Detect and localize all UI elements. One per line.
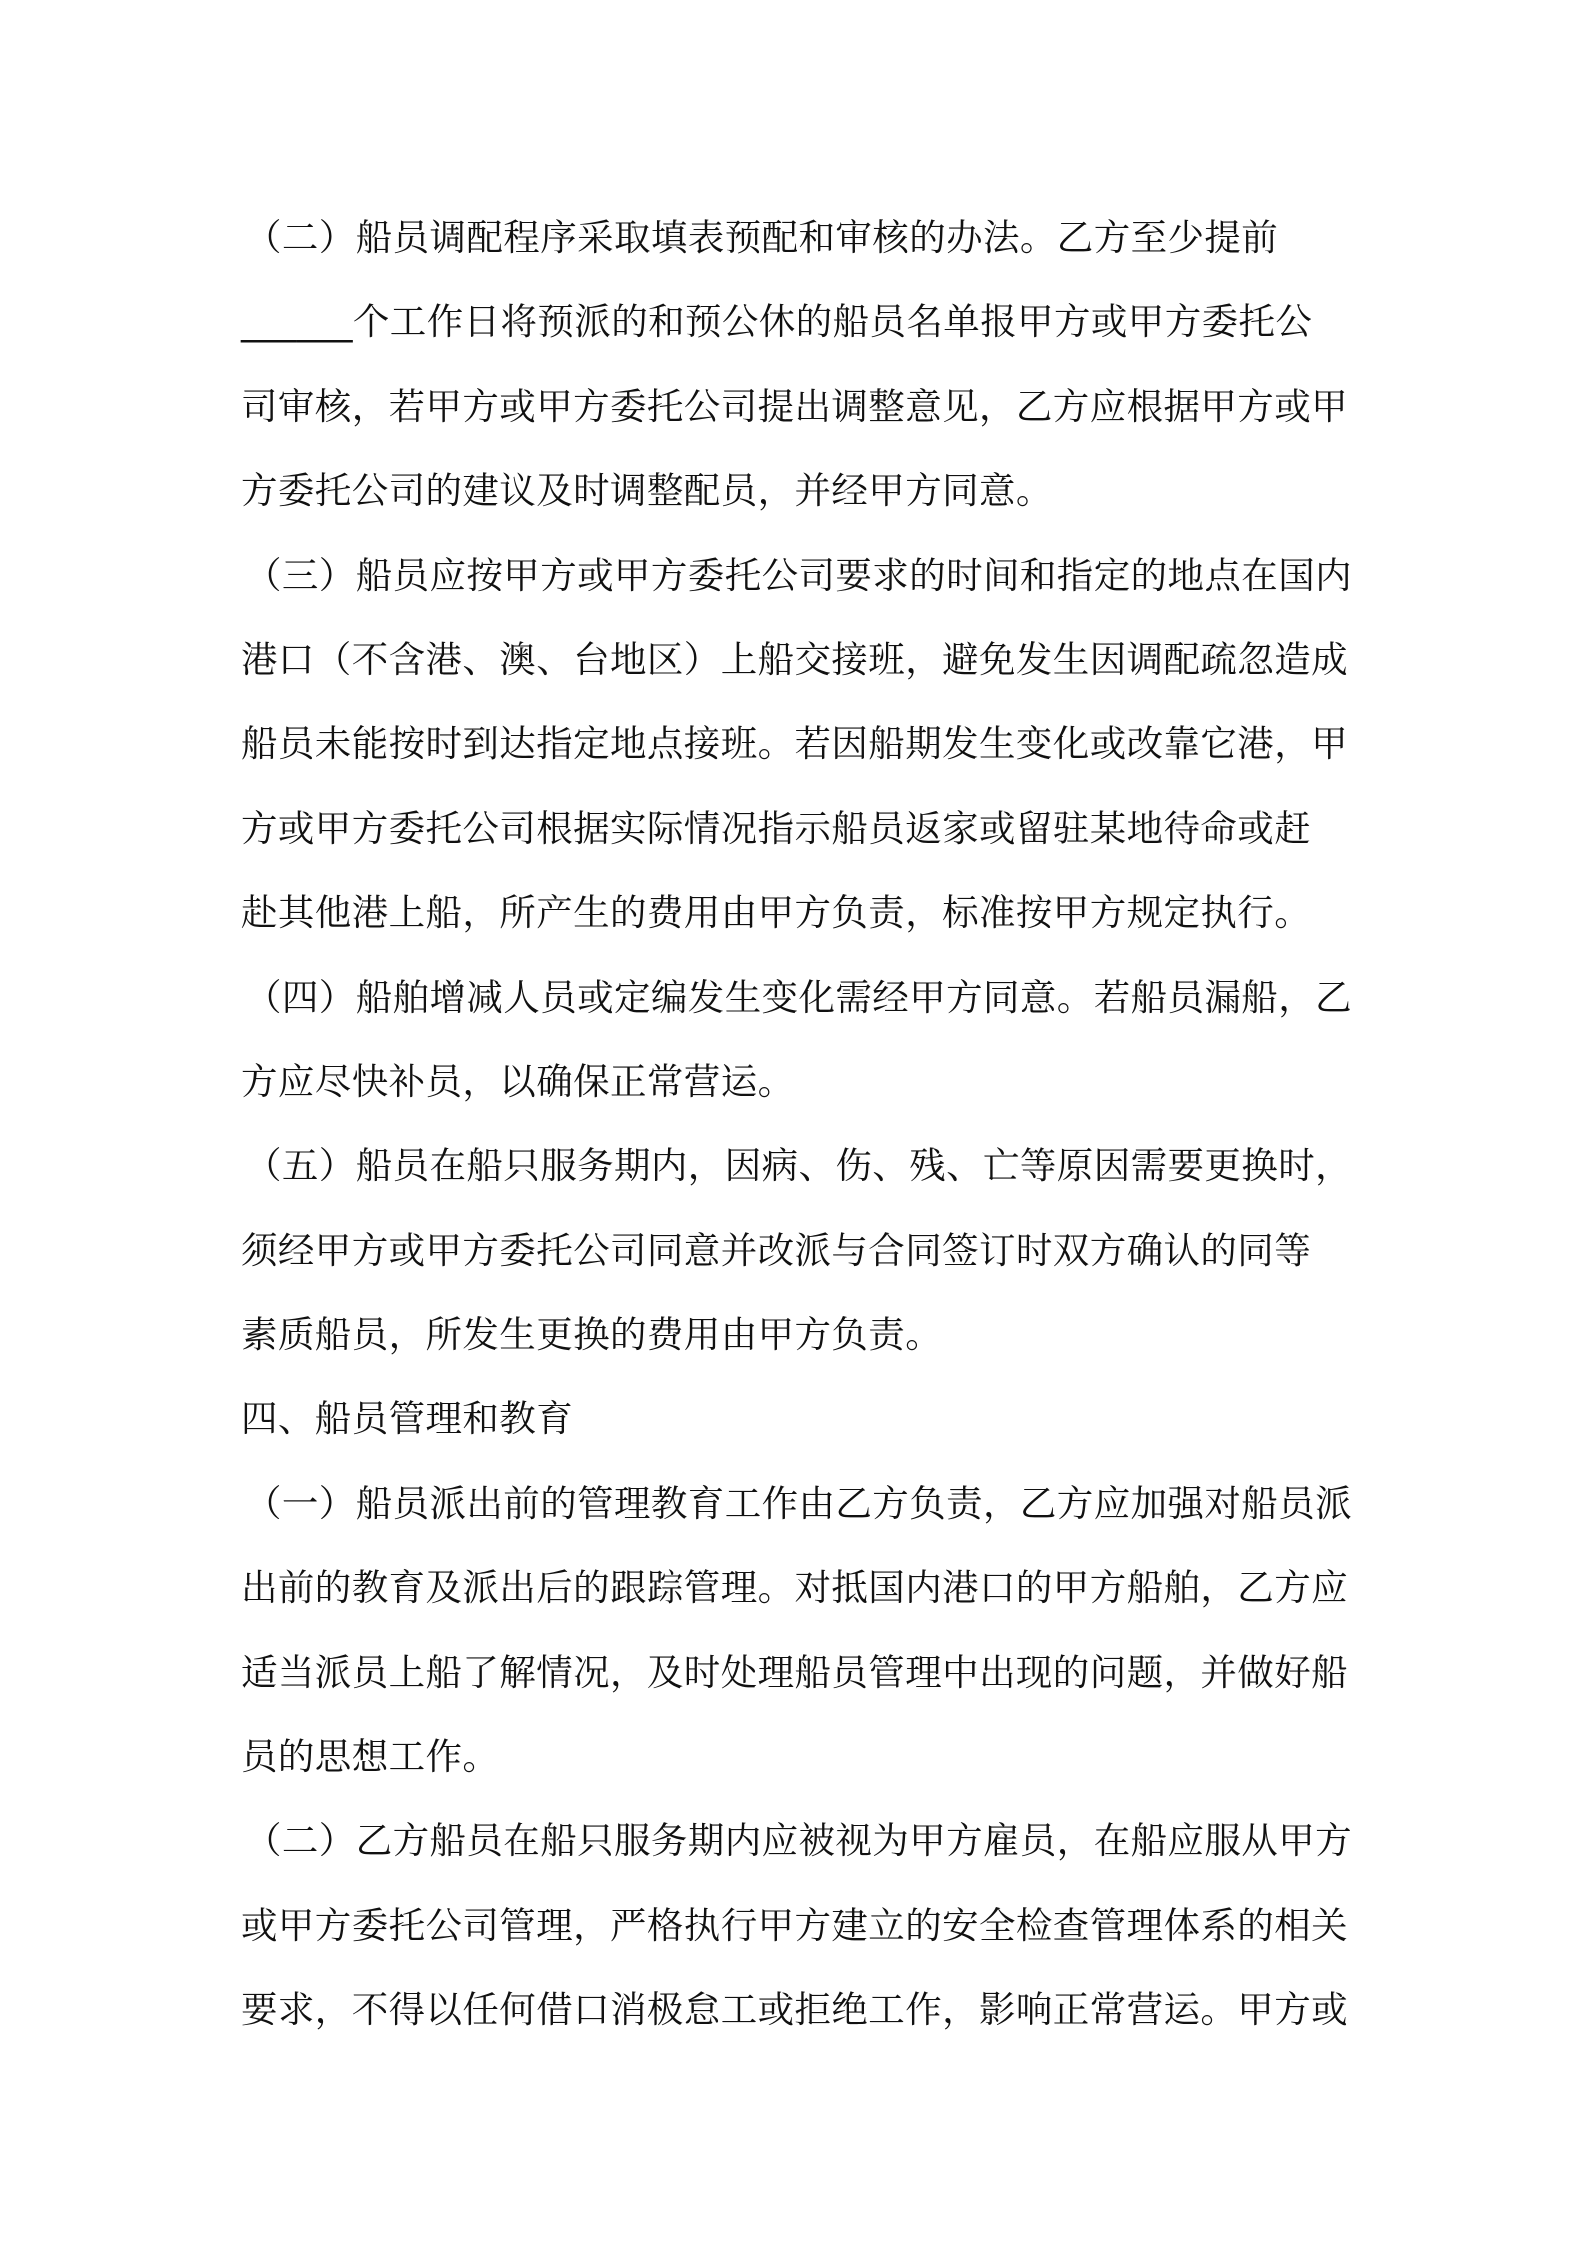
paragraph-line: （一）船员派出前的管理教育工作由乙方负责，乙方应加强对船员派 [245,1481,1352,1525]
paragraph-line: 赴其他港上船，所产生的费用由甲方负责，标准按甲方规定执行。 [241,891,1312,935]
paragraph-line: 出前的教育及派出后的跟踪管理。对抵国内港口的甲方船舶，乙方应 [241,1566,1348,1610]
document-body [241,196,1351,2053]
paragraph-line: 要求，不得以任何借口消极怠工或拒绝工作，影响正常营运。甲方或 [241,1988,1348,2032]
paragraph-line: 船员未能按时到达指定地点接班。若因船期发生变化或改靠它港，甲 [241,722,1348,766]
paragraph-line: 素质船员，所发生更换的费用由甲方负责。 [241,1313,943,1357]
section-heading: 四、船员管理和教育 [241,1397,574,1441]
paragraph-line: ______个工作日将预派的和预公休的船员名单报甲方或甲方委托公 [241,300,1313,344]
paragraph-line: 方或甲方委托公司根据实际情况指示船员返家或留驻某地待命或赶 [241,806,1312,850]
paragraph-line: （三）船员应按甲方或甲方委托公司要求的时间和指定的地点在国内 [245,553,1352,597]
paragraph-line: 员的思想工作。 [241,1735,500,1779]
paragraph-line: （五）船员在船只服务期内，因病、伤、残、亡等原因需要更换时， [245,1144,1352,1188]
paragraph-line: 或甲方委托公司管理，严格执行甲方建立的安全检查管理体系的相关 [241,1903,1348,1947]
paragraph-line: 港口（不含港、澳、台地区）上船交接班，避免发生因调配疏忽造成 [241,637,1348,681]
paragraph-line: 须经甲方或甲方委托公司同意并改派与合同签订时双方确认的同等 [241,1228,1312,1272]
paragraph-line: （二）船员调配程序采取填表预配和审核的办法。乙方至少提前 [245,216,1279,259]
paragraph-line: 方委托公司的建议及时调整配员，并经甲方同意。 [241,469,1053,513]
paragraph-line: 司审核，若甲方或甲方委托公司提出调整意见，乙方应根据甲方或甲 [241,384,1348,428]
paragraph-line: 适当派员上船了解情况，及时处理船员管理中出现的问题，并做好船 [241,1650,1348,1694]
paragraph-line: （四）船舶增减人员或定编发生变化需经甲方同意。若船员漏船，乙 [245,975,1352,1019]
paragraph-line: （二）乙方船员在船只服务期内应被视为甲方雇员，在船应服从甲方 [245,1819,1352,1863]
paragraph-line: 方应尽快补员，以确保正常营运。 [241,1059,795,1103]
